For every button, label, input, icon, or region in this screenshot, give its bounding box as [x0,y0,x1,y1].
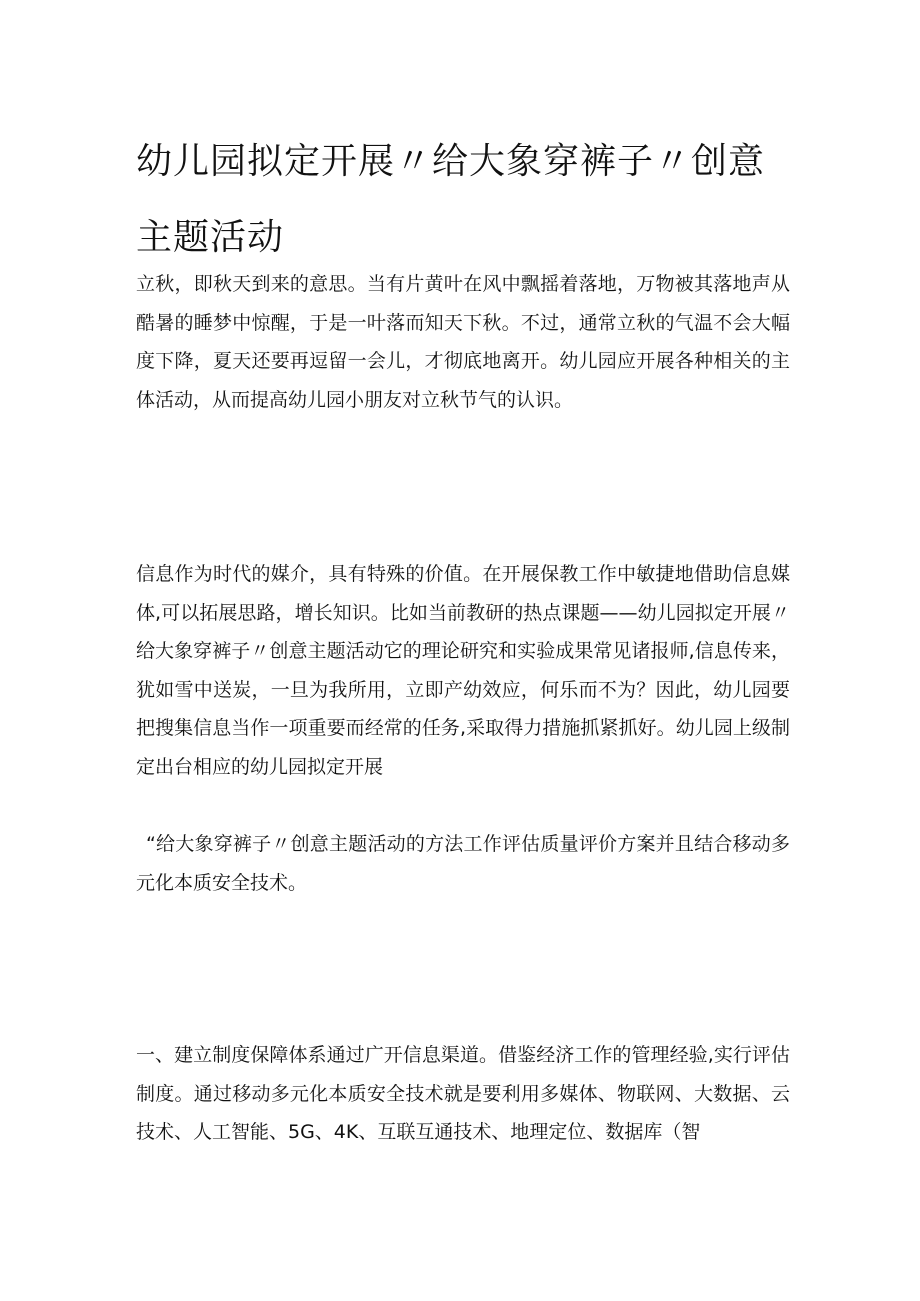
paragraph-evaluation-plan: “给大象穿裤子〃创意主题活动的方法工作评估质量评价方案并且结合移动多元化本质安全技术。 [136,833,790,894]
paragraph-information-media: 信息作为时代的媒介，具有特殊的价值。在开展保教工作中敏捷地借助信息媒体,可以拓展思路，增长知识。比如当前教研的热点课题——幼儿园拟定开展〃给大象穿裤子〃创意主题活动它的理论研究和实验成果常见诸报师,信息传来，犹如雪中送炭，一旦为我所用，立即产幼效应，何乐而不为？因此，幼儿园要把搜集信息当作一项重要而经常的任务,采取得力措施抓紧抓好。幼儿园上级制定出台相应的幼儿园拟定开展 [136,563,790,778]
paragraph-section-one: 一、建立制度保障体系通过广开信息渠道。借鉴经济工作的管理经验,实行评估制度。通过移动多元化本质安全技术就是要利用多媒体、物联网、大数据、云技术、人工智能、5G、4K、互联互通技术、地理定位、数据库（智 [136,1044,790,1143]
paragraph-autumn-intro: 立秋，即秋天到来的意思。当有片黄叶在风中飘摇着落地，万物被其落地声从酷暑的睡梦中惊醒，于是一叶落而知天下秋。不过，通常立秋的气温不会大幅度下降，夏天还要再逗留一会儿，才彻底地离开。幼儿园应开展各种相关的主体活动，从而提高幼儿园小朋友对立秋节气的认识。 [136,273,790,411]
document-title: 幼儿园拟定开展〃给大象穿裤子〃创意主题活动 [136,141,766,258]
